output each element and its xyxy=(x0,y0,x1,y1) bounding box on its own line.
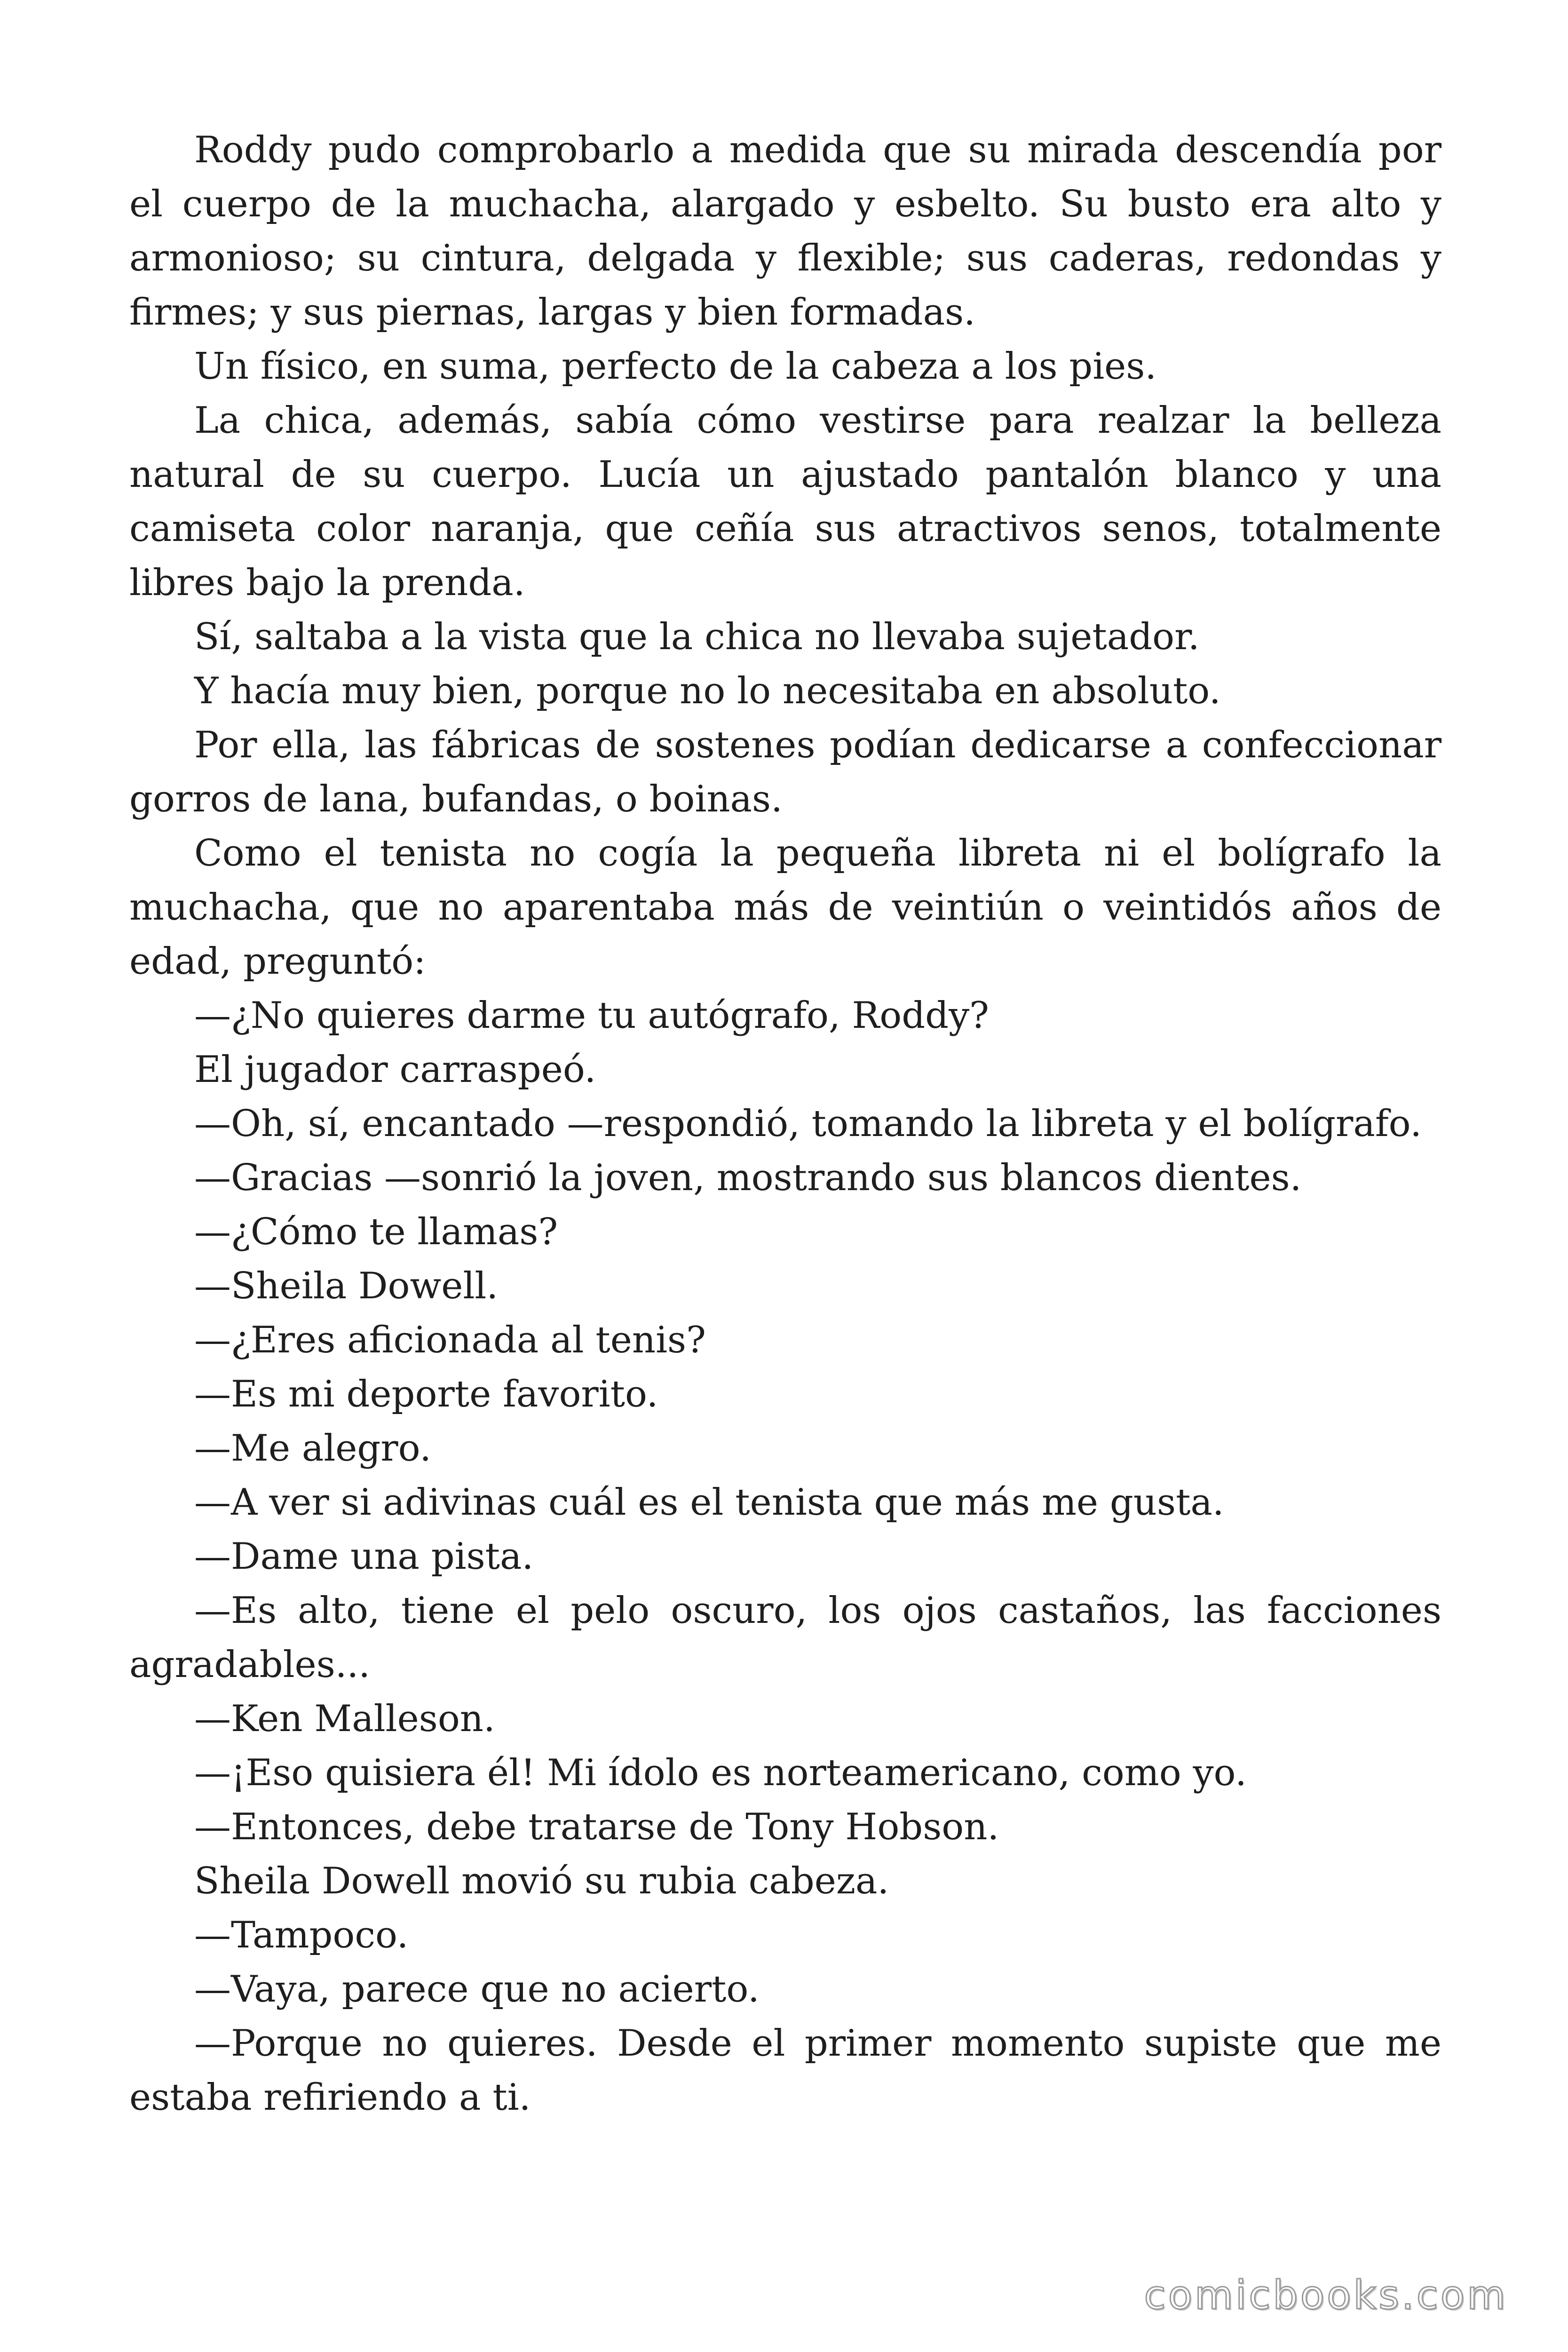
paragraph: La chica, además, sabía cómo vestirse para realzar la belleza natural de su cuerpo. Lucía un ajustado pantalón blanco y una camiseta color naranja, que ceñía sus atractivos senos, totalmente libres bajo la prenda. xyxy=(129,399,1441,604)
paragraph: —¿No quieres darme tu autógrafo, Roddy? xyxy=(194,994,989,1037)
paragraph: —Porque no quieres. Desde el primer momento supiste que me estaba refiriendo a ti. xyxy=(129,2022,1441,2119)
paragraph: Y hacía muy bien, porque no lo necesitaba en absoluto. xyxy=(194,670,1221,712)
paragraph: Roddy pudo comprobarlo a medida que su mirada descendía por el cuerpo de la muchacha, alargado y esbelto. Su busto era alto y armonioso; su cintura, delgada y flexible; sus caderas, redondas y firmes; y sus piernas, largas y bien formadas. xyxy=(129,129,1441,334)
paragraph: —¡Eso quisiera él! Mi ídolo es norteamericano, como yo. xyxy=(194,1752,1247,1794)
paragraph: —A ver si adivinas cuál es el tenista que más me gusta. xyxy=(194,1481,1224,1524)
paragraph: —Entonces, debe tratarse de Tony Hobson. xyxy=(194,1806,999,1848)
paragraph: —Oh, sí, encantado —respondió, tomando la libreta y el bolígrafo. xyxy=(194,1103,1422,1145)
paragraph: Sheila Dowell movió su rubia cabeza. xyxy=(194,1860,889,1902)
paragraph: —Dame una pista. xyxy=(194,1535,534,1578)
page-body-text xyxy=(129,123,1441,2125)
paragraph: El jugador carraspeó. xyxy=(194,1049,596,1091)
paragraph: —Vaya, parece que no acierto. xyxy=(194,1968,760,2010)
paragraph: —Gracias —sonrió la joven, mostrando sus blancos dientes. xyxy=(194,1157,1302,1199)
paragraph: Por ella, las fábricas de sostenes podían dedicarse a confeccionar gorros de lana, bufandas, o boinas. xyxy=(129,724,1441,820)
paragraph: —¿Cómo te llamas? xyxy=(194,1211,558,1253)
watermark: comicbooks.com xyxy=(1144,2272,1508,2318)
paragraph: Sí, saltaba a la vista que la chica no llevaba sujetador. xyxy=(194,616,1200,658)
paragraph: —Tampoco. xyxy=(194,1914,409,1956)
paragraph: —Sheila Dowell. xyxy=(194,1265,499,1307)
paragraph: —Me alegro. xyxy=(194,1427,432,1470)
paragraph: —¿Eres aficionada al tenis? xyxy=(194,1319,706,1361)
paragraph: —Ken Malleson. xyxy=(194,1698,495,1740)
paragraph: Como el tenista no cogía la pequeña libreta ni el bolígrafo la muchacha, que no aparentaba más de veintiún o veintidós años de edad, preguntó: xyxy=(129,832,1441,983)
paragraph: —Es mi deporte favorito. xyxy=(194,1373,658,1415)
paragraph: —Es alto, tiene el pelo oscuro, los ojos castaños, las facciones agradables... xyxy=(129,1589,1441,1686)
paragraph: Un físico, en suma, perfecto de la cabeza a los pies. xyxy=(194,345,1157,388)
